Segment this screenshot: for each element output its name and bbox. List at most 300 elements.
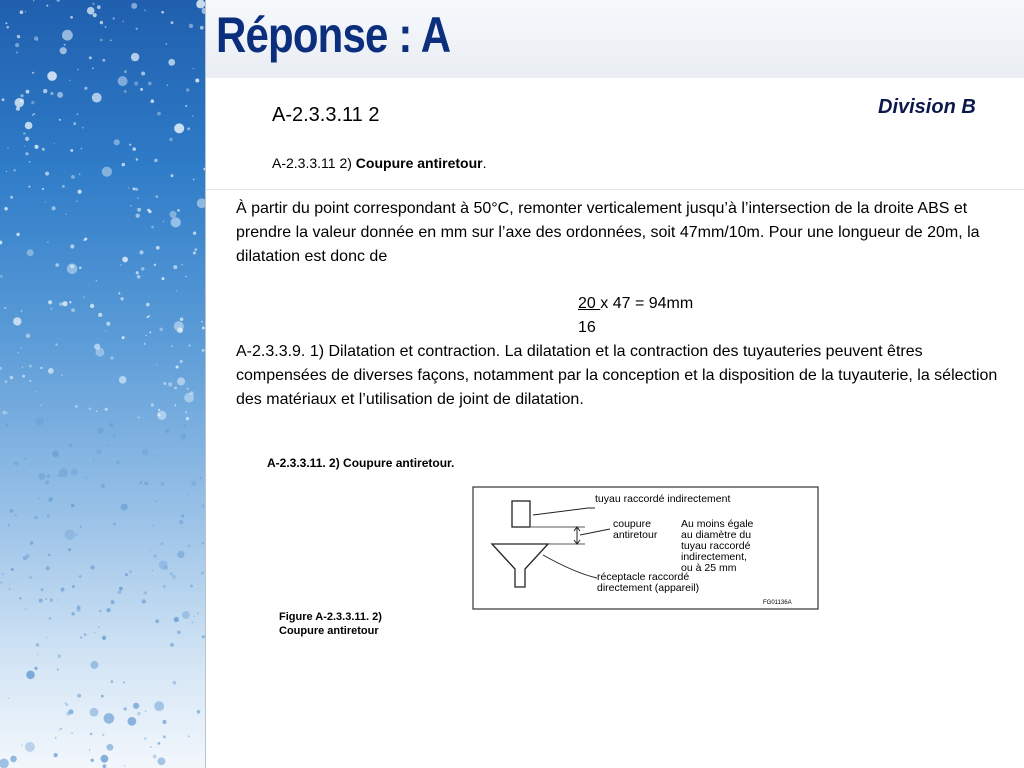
water-drop bbox=[85, 238, 88, 241]
water-drop bbox=[78, 190, 82, 194]
water-drop bbox=[170, 211, 177, 218]
water-drop bbox=[139, 250, 143, 254]
funnel-shape bbox=[492, 544, 548, 587]
water-drop bbox=[158, 409, 160, 411]
water-drop bbox=[10, 509, 14, 513]
water-drop bbox=[6, 412, 7, 413]
water-drop bbox=[176, 290, 177, 291]
water-drop bbox=[109, 420, 112, 423]
water-drop bbox=[42, 148, 45, 151]
water-drop bbox=[89, 56, 92, 59]
water-drop bbox=[57, 92, 63, 98]
water-drop bbox=[30, 577, 32, 579]
water-drop bbox=[47, 419, 49, 421]
water-drop bbox=[174, 387, 177, 390]
water-drop bbox=[155, 500, 157, 502]
water-drop bbox=[136, 28, 138, 30]
pipe-shape bbox=[512, 501, 530, 527]
water-drop bbox=[144, 738, 146, 740]
water-drop bbox=[30, 464, 31, 465]
water-drop bbox=[170, 572, 173, 575]
water-drop bbox=[180, 360, 183, 363]
water-drop bbox=[90, 304, 94, 308]
water-drop bbox=[25, 11, 26, 12]
water-drop bbox=[58, 655, 61, 658]
water-drop bbox=[129, 570, 132, 573]
water-drop bbox=[181, 514, 185, 518]
water-drop bbox=[144, 343, 146, 345]
water-drop bbox=[21, 745, 23, 747]
water-drop bbox=[18, 352, 19, 353]
water-drop bbox=[110, 40, 112, 42]
water-drop bbox=[55, 263, 59, 267]
water-drop bbox=[137, 275, 141, 279]
water-drop bbox=[70, 244, 74, 248]
water-drop bbox=[20, 99, 24, 103]
water-drop bbox=[102, 167, 112, 177]
water-drop bbox=[123, 681, 125, 683]
water-drop bbox=[177, 377, 185, 385]
water-drop bbox=[173, 681, 177, 685]
water-drop bbox=[101, 484, 105, 488]
water-drop bbox=[90, 565, 94, 569]
water-drop bbox=[33, 0, 34, 1]
water-drop bbox=[119, 587, 123, 591]
water-drops-panel bbox=[0, 0, 205, 768]
water-drop bbox=[146, 303, 150, 307]
water-drop bbox=[151, 570, 153, 572]
backflow-break-figure bbox=[255, 445, 835, 645]
water-drop bbox=[130, 205, 131, 206]
water-drop bbox=[168, 382, 172, 386]
water-drop bbox=[120, 264, 121, 265]
water-drop bbox=[185, 411, 187, 413]
water-drop bbox=[177, 209, 180, 212]
water-drop bbox=[200, 477, 202, 479]
water-drop bbox=[9, 588, 11, 590]
water-drop bbox=[84, 633, 87, 636]
water-drop bbox=[93, 13, 97, 17]
water-drop bbox=[138, 417, 140, 419]
water-drop bbox=[90, 733, 93, 736]
water-drop bbox=[187, 127, 190, 130]
water-drop bbox=[79, 267, 82, 270]
water-drop bbox=[19, 597, 21, 599]
water-drop bbox=[0, 241, 2, 245]
water-drop bbox=[45, 598, 47, 600]
water-drop bbox=[200, 26, 204, 30]
calc-denominator: 16 bbox=[578, 319, 596, 336]
water-drop bbox=[191, 481, 196, 486]
subheading bbox=[272, 155, 486, 171]
water-drop bbox=[48, 300, 52, 304]
water-drop bbox=[11, 568, 14, 571]
water-drop bbox=[60, 47, 67, 54]
water-drop bbox=[202, 542, 204, 544]
note-line2: au diamètre du bbox=[681, 529, 752, 541]
water-drop bbox=[23, 132, 26, 135]
water-drop bbox=[110, 423, 114, 427]
water-drop bbox=[165, 429, 169, 433]
water-drop bbox=[58, 599, 59, 600]
water-drop bbox=[2, 98, 5, 101]
water-drop bbox=[150, 746, 151, 747]
water-drop bbox=[66, 704, 69, 707]
water-drop bbox=[104, 713, 115, 724]
water-drop bbox=[118, 76, 128, 86]
water-drop bbox=[9, 583, 10, 584]
water-drop bbox=[98, 626, 99, 627]
receptacle-label-line2: directement (appareil) bbox=[597, 582, 700, 594]
water-drop bbox=[146, 335, 147, 336]
water-drop bbox=[136, 214, 140, 218]
water-drop bbox=[29, 576, 30, 577]
water-drop bbox=[47, 242, 48, 243]
water-drop bbox=[170, 643, 174, 647]
water-drop bbox=[137, 197, 139, 199]
water-drop bbox=[46, 5, 48, 7]
water-drop bbox=[105, 330, 106, 331]
water-drop bbox=[163, 720, 167, 724]
water-drop bbox=[79, 174, 81, 176]
water-drop bbox=[25, 137, 29, 141]
water-drop bbox=[141, 267, 145, 271]
water-drop bbox=[101, 695, 104, 698]
water-drop bbox=[25, 152, 28, 155]
water-drop bbox=[171, 345, 173, 347]
water-drop bbox=[77, 69, 79, 71]
water-drop bbox=[50, 92, 53, 95]
water-drop bbox=[90, 708, 99, 717]
water-drop bbox=[189, 24, 193, 28]
water-drop bbox=[179, 520, 183, 524]
water-drop bbox=[5, 424, 8, 427]
water-drop bbox=[92, 93, 102, 103]
water-drop bbox=[38, 473, 45, 480]
water-drop bbox=[61, 588, 65, 592]
water-drop bbox=[166, 43, 168, 45]
water-drop bbox=[188, 735, 190, 737]
water-drop bbox=[70, 16, 73, 19]
water-drop bbox=[0, 275, 3, 278]
water-drop bbox=[16, 233, 19, 236]
water-drop bbox=[72, 585, 75, 588]
water-drop bbox=[71, 732, 72, 733]
water-drop bbox=[34, 145, 38, 149]
figure-code: FG01136A bbox=[763, 600, 792, 606]
water-drop bbox=[163, 585, 166, 588]
water-drop bbox=[181, 264, 183, 266]
water-drop bbox=[16, 51, 18, 53]
water-drop bbox=[2, 411, 6, 415]
water-drop bbox=[161, 11, 164, 14]
water-drop bbox=[183, 424, 187, 428]
water-drop bbox=[37, 39, 39, 41]
water-drop bbox=[193, 68, 194, 69]
water-drop bbox=[158, 757, 166, 765]
water-drop bbox=[100, 39, 103, 42]
water-drop bbox=[161, 542, 164, 545]
water-drop bbox=[124, 70, 127, 73]
water-drop bbox=[21, 348, 22, 349]
water-drop bbox=[106, 444, 108, 446]
water-drop bbox=[174, 617, 179, 622]
water-drop bbox=[45, 480, 49, 484]
water-drop bbox=[188, 344, 191, 347]
water-drop bbox=[137, 712, 141, 716]
water-drop bbox=[171, 21, 174, 24]
water-drop bbox=[50, 308, 52, 310]
water-drop bbox=[193, 616, 194, 617]
water-drop bbox=[34, 516, 38, 520]
water-drop bbox=[26, 334, 30, 338]
water-drop bbox=[159, 561, 168, 570]
water-drop bbox=[26, 671, 35, 680]
water-drop bbox=[192, 115, 194, 117]
water-drop bbox=[65, 530, 75, 540]
water-drop bbox=[156, 364, 157, 365]
water-drop bbox=[133, 147, 136, 150]
water-drop bbox=[84, 297, 85, 298]
water-drop bbox=[22, 367, 23, 368]
water-drop bbox=[122, 336, 125, 339]
water-drop bbox=[119, 376, 127, 384]
panel-divider bbox=[205, 0, 206, 768]
water-drop bbox=[91, 759, 94, 762]
water-drop bbox=[45, 172, 49, 176]
pipe-label: tuyau raccordé indirectement bbox=[595, 493, 731, 505]
water-drop bbox=[54, 753, 58, 757]
water-drop bbox=[194, 248, 197, 251]
water-drop bbox=[62, 185, 65, 188]
water-drop bbox=[80, 636, 82, 638]
water-drop bbox=[97, 428, 103, 434]
break-leader bbox=[580, 529, 610, 535]
water-drop bbox=[17, 35, 20, 38]
water-drop bbox=[50, 599, 53, 602]
water-drop bbox=[36, 643, 39, 646]
water-drop bbox=[28, 186, 30, 188]
water-drop bbox=[154, 159, 157, 162]
water-drop bbox=[20, 94, 23, 97]
water-drop bbox=[56, 0, 60, 2]
water-drop bbox=[5, 22, 7, 24]
water-drop bbox=[27, 249, 34, 256]
water-drop bbox=[57, 669, 59, 671]
page-title: Réponse : A bbox=[216, 7, 451, 63]
water-drop bbox=[92, 3, 94, 5]
water-drop bbox=[100, 21, 103, 24]
note-line4: indirectement, bbox=[681, 551, 747, 563]
water-drop bbox=[82, 127, 84, 129]
water-drop bbox=[59, 302, 63, 306]
water-drop bbox=[10, 756, 17, 763]
water-drop bbox=[184, 393, 194, 403]
water-drop bbox=[174, 123, 184, 133]
water-drop bbox=[89, 749, 90, 750]
water-drop bbox=[116, 460, 120, 464]
water-drop bbox=[59, 119, 61, 121]
water-drop bbox=[158, 742, 161, 745]
water-drop bbox=[101, 755, 109, 763]
water-drop bbox=[113, 434, 115, 436]
water-drop bbox=[69, 443, 73, 447]
water-drops-decoration bbox=[0, 0, 205, 768]
water-drop bbox=[133, 703, 139, 709]
water-drop bbox=[177, 332, 178, 333]
water-drop bbox=[87, 7, 95, 15]
water-drop bbox=[71, 175, 75, 179]
water-drop bbox=[118, 590, 122, 594]
water-drop bbox=[186, 88, 189, 91]
water-drop bbox=[136, 271, 139, 274]
water-drop bbox=[20, 10, 24, 14]
water-drop bbox=[92, 68, 94, 70]
water-drop bbox=[14, 461, 18, 465]
water-drop bbox=[76, 200, 78, 202]
water-drop bbox=[69, 301, 71, 303]
water-drop bbox=[0, 581, 2, 583]
water-drop bbox=[172, 575, 176, 579]
water-drop bbox=[197, 198, 205, 208]
water-drop bbox=[186, 417, 189, 420]
water-drop bbox=[97, 5, 101, 9]
water-drop bbox=[131, 3, 137, 9]
water-drop bbox=[124, 90, 127, 93]
water-drop bbox=[151, 226, 154, 229]
water-drop bbox=[29, 161, 31, 163]
water-drop bbox=[70, 265, 74, 269]
water-drop bbox=[180, 434, 186, 440]
water-drop bbox=[190, 585, 193, 588]
water-drop bbox=[169, 476, 170, 477]
water-drop bbox=[64, 44, 66, 46]
water-drop bbox=[42, 188, 44, 190]
water-drop bbox=[93, 460, 95, 462]
water-drop bbox=[71, 308, 75, 312]
water-drop bbox=[197, 710, 201, 714]
water-drop bbox=[107, 744, 114, 751]
subheading-trailing: . bbox=[482, 155, 487, 171]
water-drop bbox=[124, 765, 126, 767]
water-drop bbox=[156, 246, 160, 250]
water-drop bbox=[65, 214, 66, 215]
water-drop bbox=[60, 728, 62, 730]
water-drop bbox=[157, 112, 161, 116]
water-drop bbox=[144, 10, 146, 12]
water-drop bbox=[29, 365, 32, 368]
water-drop bbox=[54, 143, 55, 144]
note-line3: tuyau raccordé bbox=[681, 540, 751, 552]
water-drop bbox=[157, 558, 158, 559]
water-drop bbox=[48, 554, 50, 556]
water-drop bbox=[152, 525, 154, 527]
water-drop bbox=[125, 573, 128, 576]
water-drop bbox=[134, 82, 138, 86]
water-drop bbox=[25, 742, 35, 752]
water-drop bbox=[118, 292, 120, 294]
water-drop bbox=[187, 388, 189, 390]
water-drop bbox=[106, 608, 110, 612]
water-drop bbox=[25, 608, 27, 610]
water-drop bbox=[175, 404, 177, 406]
water-drop bbox=[154, 701, 164, 711]
water-drop bbox=[151, 403, 154, 406]
division-label: Division B bbox=[878, 96, 976, 118]
water-drop bbox=[35, 417, 44, 426]
water-drop bbox=[105, 408, 108, 411]
water-drop bbox=[41, 588, 44, 591]
water-drop bbox=[102, 59, 105, 62]
water-drop bbox=[151, 99, 155, 103]
water-drop bbox=[177, 631, 181, 635]
water-drop bbox=[111, 680, 114, 683]
water-drop bbox=[163, 221, 164, 222]
water-drop bbox=[174, 321, 184, 331]
water-drop bbox=[147, 316, 149, 318]
water-drop bbox=[99, 610, 102, 613]
break-label-line1: coupure bbox=[613, 518, 651, 530]
water-drop bbox=[121, 504, 128, 511]
water-drop bbox=[122, 21, 124, 23]
water-drop bbox=[201, 571, 204, 574]
water-drop bbox=[62, 301, 67, 306]
water-drop bbox=[39, 599, 43, 603]
water-drop bbox=[94, 632, 95, 633]
water-drop bbox=[85, 477, 88, 480]
water-drop bbox=[163, 735, 166, 738]
water-drop bbox=[40, 405, 41, 406]
figure-caption-line1: Figure A-2.3.3.11. 2) bbox=[279, 611, 382, 623]
water-drop bbox=[142, 449, 149, 456]
subheading-title: Coupure antiretour bbox=[355, 155, 483, 171]
water-drop bbox=[163, 382, 166, 385]
water-drop bbox=[133, 188, 136, 191]
water-drop bbox=[176, 366, 179, 369]
water-drop bbox=[155, 619, 159, 623]
water-drop bbox=[52, 475, 53, 476]
water-drop bbox=[15, 514, 17, 516]
receptacle-label-line1: réceptacle raccordé bbox=[597, 571, 690, 583]
water-drop bbox=[77, 113, 79, 115]
water-drop bbox=[148, 82, 152, 86]
water-drop bbox=[8, 697, 10, 699]
water-drop bbox=[147, 209, 150, 212]
water-drop bbox=[35, 391, 36, 392]
water-drop bbox=[52, 451, 58, 457]
water-drop bbox=[7, 147, 8, 148]
water-drop bbox=[4, 380, 7, 383]
water-drop bbox=[120, 507, 121, 508]
water-drop bbox=[70, 149, 73, 152]
water-drop bbox=[103, 764, 107, 768]
water-drop bbox=[177, 551, 184, 558]
water-drop bbox=[153, 554, 156, 557]
water-drop bbox=[142, 599, 146, 603]
water-drop bbox=[171, 174, 174, 177]
water-drop bbox=[89, 408, 92, 411]
water-drop bbox=[156, 455, 158, 457]
water-drop bbox=[2, 573, 4, 575]
water-drop bbox=[128, 187, 129, 188]
water-drop bbox=[81, 148, 82, 149]
explanation-paragraph: À partir du point correspondant à 50°C, remonter verticalement jusqu’à l’intersection de la droite ABS et prendre la valeur donnée en mm sur l’axe des ordonnées, soit 47mm/10m. Pour une longueur de 20m, la dilatation est donc de bbox=[236, 200, 980, 265]
water-drop bbox=[58, 474, 61, 477]
water-drop bbox=[34, 667, 37, 670]
water-drop bbox=[136, 158, 138, 160]
receptacle-leader bbox=[543, 555, 597, 578]
water-drop bbox=[197, 612, 199, 614]
